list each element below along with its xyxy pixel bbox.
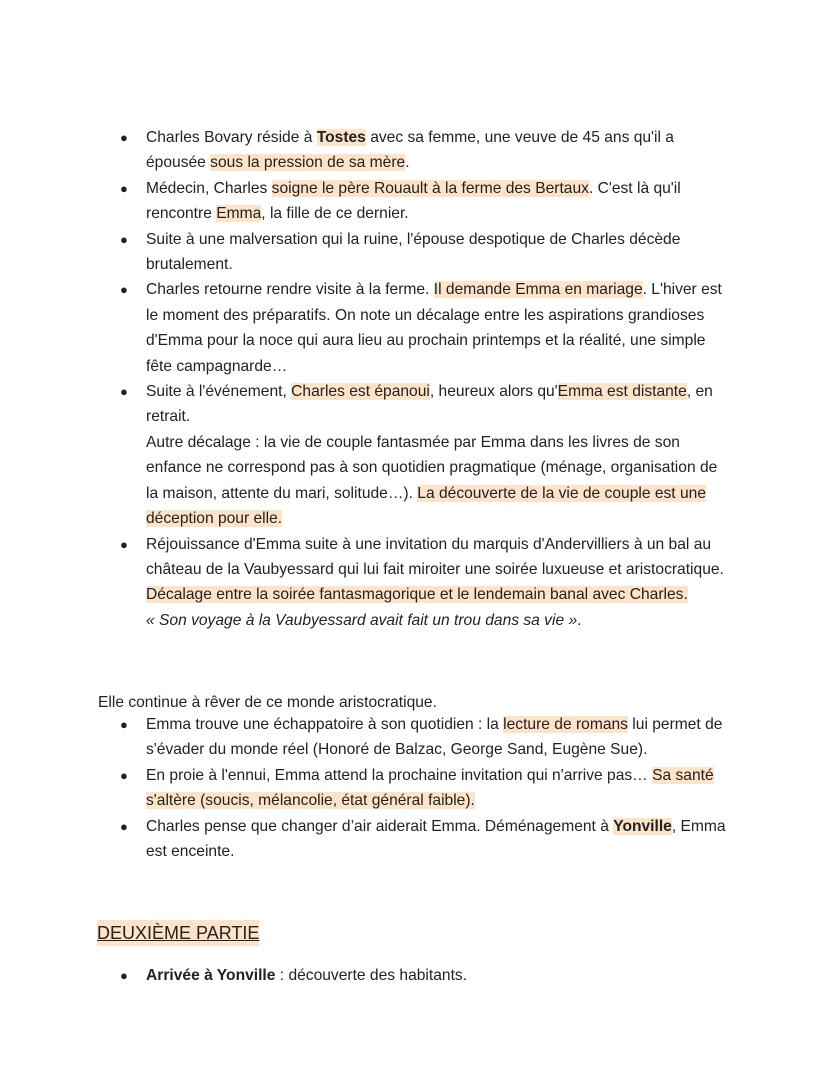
bullet-icon: ● (120, 231, 128, 247)
bullet-icon: ● (120, 536, 128, 552)
highlighted-text: Sa santé s'altère (soucis, mélancolie, état général faible). (146, 766, 714, 810)
text-run: . L'hiver est le moment des préparatifs. On note un décalage entre les aspirations grandioses d'Emma pour la noce qui aura lieu au prochain printemps et la réalité, une simple fête campagnarde… (146, 281, 722, 375)
list-item (110, 277, 732, 379)
list-item (110, 963, 732, 988)
text-run: Charles Bovary réside à (146, 129, 317, 146)
highlighted-text: La découverte de la vie de couple est une déception pour elle. (146, 484, 706, 528)
highlighted-text: sous la pression de sa mère (210, 154, 406, 172)
highlighted-text: Tostes (316, 129, 366, 146)
bullet-list-part-one (110, 125, 732, 633)
quote-text: « Son voyage à la Vaubyessard avait fait un trou dans sa vie » (146, 611, 578, 629)
highlighted-text: Charles est épanoui (291, 383, 430, 401)
text-run: , en retrait. (146, 383, 713, 426)
highlighted-text: Il demande Emma en mariage (433, 281, 643, 299)
list-item (110, 227, 732, 278)
text-run: . (577, 611, 582, 629)
bullet-icon: ● (120, 282, 128, 298)
text-run: En proie à l'ennui, Emma attend la prochaine invitation qui n'arrive pas… (146, 766, 653, 784)
highlighted-text: Décalage entre la soirée fantasmagorique et le lendemain banal avec Charles. (146, 586, 688, 604)
highlighted-text: Emma (216, 205, 262, 223)
text-run: Autre décalage : la vie de couple fantasmée par Emma dans les livres de son enfance ne correspond pas à son quotidien pragmatique (ménage, organisation de la maison, attente du mari, solitude…). (146, 433, 718, 502)
list-item (110, 379, 732, 531)
text-run: , heureux alors qu' (429, 383, 558, 401)
bullet-icon: ● (120, 818, 128, 834)
highlighted-text: lecture de romans (503, 716, 628, 733)
list-item (110, 125, 732, 176)
text-run: avec sa femme, une veuve de 45 ans qu'il a épousée (146, 129, 674, 172)
bullet-icon: ● (120, 767, 128, 783)
text-run: Suite à l'événement, (146, 383, 292, 401)
highlighted-text: soigne le père Rouault à la ferme des Bertaux (271, 179, 589, 197)
paragraph-aristocratic-dream: Elle continue à rêver de ce monde aristocratique. (98, 693, 437, 711)
bullet-icon: ● (120, 717, 128, 732)
bullet-icon: ● (120, 384, 128, 400)
text-run: , la fille de ce dernier. (261, 205, 409, 223)
text-run: , Emma est enceinte. (146, 817, 726, 861)
bullet-list-part-two (110, 963, 732, 988)
list-item (110, 176, 732, 227)
text-run: Charles retourne rendre visite à la ferme. (146, 281, 434, 299)
text-run: : découverte des habitants. (275, 967, 468, 984)
list-item (110, 763, 732, 814)
text-run: lui permet de s'évader du monde réel (Honoré de Balzac, George Sand, Eugène Sue). (146, 716, 723, 759)
text-run: Suite à une malversation qui la ruine, l'épouse despotique de Charles décède brutalement. (146, 230, 681, 274)
bullet-icon: ● (120, 968, 128, 983)
text-run: Médecin, Charles (146, 179, 272, 197)
list-item (110, 814, 732, 865)
bold-text: Arrivée à Yonville (146, 967, 276, 984)
text-run: . (405, 154, 410, 172)
list-item (110, 532, 732, 634)
section-heading-part-two: DEUXIÈME PARTIE (97, 920, 259, 946)
text-run: . C'est là qu'il rencontre (146, 179, 681, 223)
highlighted-text: Yonville (613, 817, 672, 835)
text-run: Emma trouve une échappatoire à son quotidien : la (146, 716, 504, 733)
text-run: Charles pense que changer d’air aiderait Emma. Déménagement à (146, 817, 614, 835)
list-item (110, 712, 732, 763)
highlighted-text: Emma est distante (557, 383, 687, 401)
text-run: Réjouissance d'Emma suite à une invitation du marquis d'Andervilliers à un bal au château de la Vaubyessard qui lui fait miroiter une soirée luxueuse et aristocratique. (146, 535, 724, 578)
bullet-icon: ● (120, 180, 128, 196)
bullet-list-escape (110, 712, 732, 864)
bullet-icon: ● (120, 130, 128, 145)
